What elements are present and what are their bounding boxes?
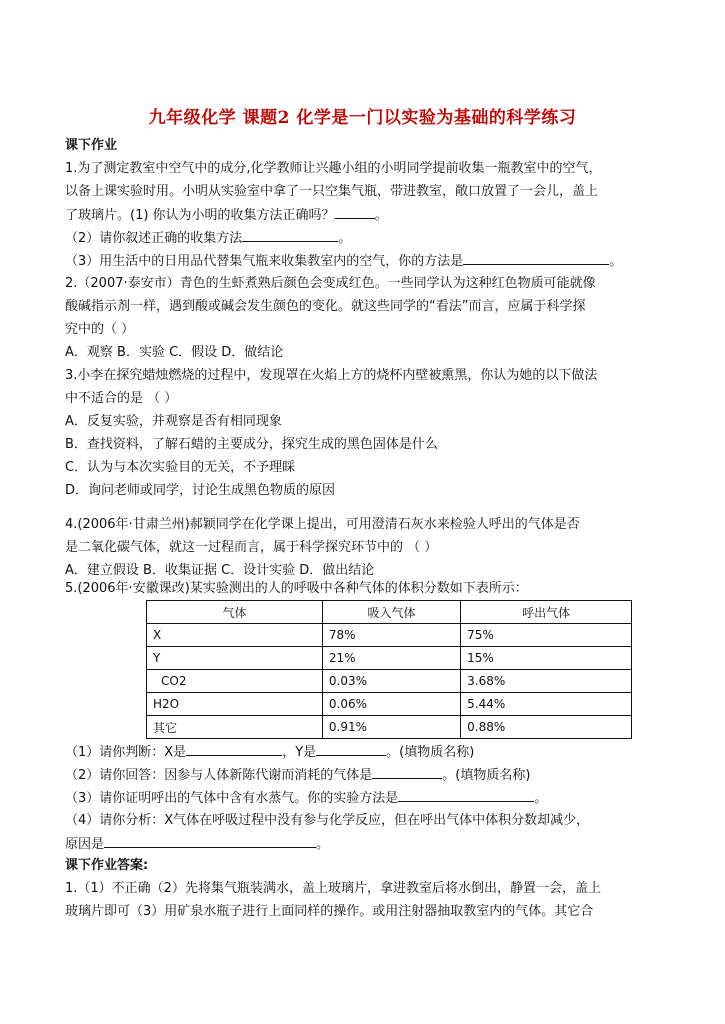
q1-line-5 (65, 252, 685, 271)
table-row (147, 647, 632, 670)
q1-answer-blank-3[interactable] (463, 252, 609, 265)
section-heading-answers: 课下作业答案: (65, 858, 149, 873)
table-header-row (147, 601, 632, 624)
table-cell: CO2 (147, 670, 323, 693)
table-cell: 78% (322, 624, 460, 647)
table-row (147, 670, 632, 693)
q5-answer-blank-y[interactable] (316, 743, 386, 756)
answer-line-2: 玻璃片即可（3）用矿泉水瓶子进行上面同样的操作。或用注射器抽取教室内的气体。其它合 (65, 904, 594, 919)
q1-line-3 (65, 206, 685, 225)
table-header-cell: 呼出气体 (461, 601, 632, 624)
q5-part-2-end: 。(填物质名称) (442, 768, 531, 783)
q1-question-3: （3）用生活中的日用品代替集气瓶来收集教室内的空气，你的方法是 (65, 254, 464, 269)
table-header-cell: 吸入气体 (322, 601, 460, 624)
q2-line-2: 酸碱指示剂一样，遇到酸或碱会发生颜色的变化。就这些同学的“看法”而言，应属于科学探 (65, 299, 586, 314)
table-row (147, 693, 632, 716)
q4-options: A．建立假设 B．收集证据 C．设计实验 D．做出结论 (65, 563, 375, 578)
q5-part-3-end: 。 (534, 791, 548, 806)
table-cell: H2O (147, 693, 323, 716)
q3-option-a: A．反复实验，并观察是否有相同现象 (65, 414, 282, 429)
table-cell: Y (147, 647, 323, 670)
q2-line-3: 究中的（ ） (65, 322, 135, 337)
table-cell: 0.06% (322, 693, 460, 716)
section-heading-homework: 课下作业 (65, 138, 118, 153)
table-cell: 其它 (147, 716, 323, 739)
q2-line-1: 2.（2007·泰安市）青色的生虾煮熟后颜色会变成红色。一些同学认为这种红色物质可能就像 (65, 276, 596, 291)
table-header-cell: 气体 (147, 601, 323, 624)
q5-part-4-end: 。 (316, 837, 330, 852)
q5-part-1-prompt: （1）请你判断：X是 (65, 745, 187, 760)
table-cell: 15% (461, 647, 632, 670)
table-row (147, 624, 632, 647)
q1-punct-1: 。 (374, 208, 388, 223)
table-cell: X (147, 624, 323, 647)
q1-line-4 (65, 229, 685, 248)
gas-volume-table (146, 600, 632, 739)
q5-part-3 (65, 789, 685, 808)
q5-answer-blank-x[interactable] (186, 743, 282, 756)
answer-line-1: 1.（1）不正确（2）先将集气瓶装满水，盖上玻璃片，拿进教室后将水倒出，静置一会，盖上 (65, 881, 601, 896)
q5-part-1-end: 。(填物质名称) (386, 745, 475, 760)
q4-line-1: 4.(2006年·甘肃兰州)郝颖同学在化学课上提出，可用澄清石灰水来检验人呼出的气体是否 (65, 517, 580, 532)
q2-options: A．观察 B．实验 C．假设 D．做结论 (65, 345, 284, 360)
q5-part-3-prompt: （3）请你证明呼出的气体中含有水蒸气。你的实验方法是 (65, 791, 399, 806)
q5-part-1 (65, 743, 685, 762)
q5-part-4-cont (65, 835, 685, 854)
q5-answer-blank-4[interactable] (104, 835, 316, 848)
q5-answer-blank-3[interactable] (398, 789, 534, 802)
q5-part-2-prompt: （2）请你回答：因参与人体新陈代谢而消耗的气体是 (65, 768, 373, 783)
q4-line-2: 是二氧化碳气体，就这一过程而言，属于科学探究环节中的 （ ） (65, 540, 438, 555)
q3-option-c: C．认为与本次实验目的无关，不予理睬 (65, 460, 296, 475)
q5-part-1-mid: ，Y是 (282, 745, 317, 760)
q5-part-4-prompt: 原因是 (65, 837, 105, 852)
q1-question-2: （2）请你叙述正确的收集方法 (65, 231, 243, 246)
table-row (147, 716, 632, 739)
q1-answer-blank-2[interactable] (242, 229, 338, 242)
table-cell: 0.91% (322, 716, 460, 739)
table-cell: 0.03% (322, 670, 460, 693)
q5-answer-blank-2[interactable] (372, 766, 442, 779)
q5-line-1: 5.(2006年·安徽课改)某实验测出的人的呼吸中各种气体的体积分数如下表所示： (65, 581, 528, 596)
q5-part-4: （4）请你分析：X气体在呼吸过程中没有参与化学反应，但在呼出气体中体积分数却减少， (65, 813, 590, 828)
q1-punct-2: 。 (338, 231, 352, 246)
q5-part-2 (65, 766, 685, 785)
q1-line-1: 1.为了测定教室中空气中的成分,化学教师让兴趣小组的小明同学提前收集一瓶教室中的空气， (65, 161, 602, 176)
q1-line-2: 以备上课实验时用。小明从实验室中拿了一只空集气瓶，带进教室，敞口放置了一会儿，盖上 (65, 184, 599, 199)
q1-question-1: 了玻璃片。(1) 你认为小明的收集方法正确吗？ (65, 208, 335, 223)
table-cell: 75% (461, 624, 632, 647)
table-cell: 3.68% (461, 670, 632, 693)
q1-punct-3: 。 (609, 254, 623, 269)
q3-option-b: B．查找资料，了解石蜡的主要成分，探究生成的黑色固体是什么 (65, 437, 438, 452)
table-cell: 21% (322, 647, 460, 670)
q1-answer-blank-1[interactable] (335, 206, 375, 219)
table-cell: 5.44% (461, 693, 632, 716)
q3-line-1: 3.小李在探究蜡烛燃烧的过程中，发现罩在火焰上方的烧杯内壁被熏黑，你认为她的以下做法 (65, 368, 598, 383)
table-cell: 0.88% (461, 716, 632, 739)
q3-option-d: D．询问老师或同学，讨论生成黑色物质的原因 (65, 483, 336, 498)
page-title: 九年级化学 课题2 化学是一门以实验为基础的科学练习 (148, 108, 577, 128)
q3-line-2: 中不适合的是 （ ） (65, 391, 178, 406)
